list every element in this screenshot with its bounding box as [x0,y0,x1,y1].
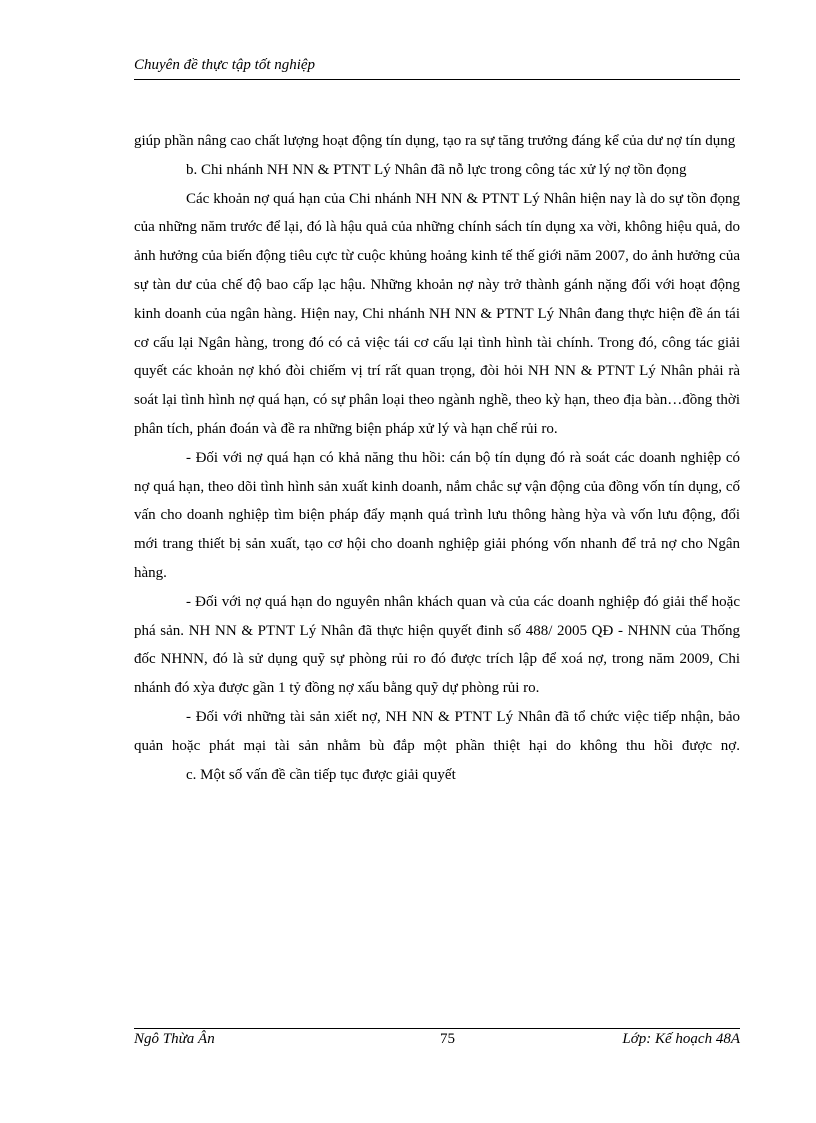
paragraph-recoverable-debts: - Đối với nợ quá hạn có khả năng thu hồi: cán bộ tín dụng đó rà soát các doanh nghiệp có nợ quá hạn, theo dõi tình hình sản xuất kinh doanh, nắm chắc sự vận động của đồng vốn tín dụng, cố vấn cho doanh nghiệp tìm biện pháp đẩy mạnh quá trình lưu thông hàng hỳa và vốn lưu động, đổi mới trang thiết bị sản xuất, tạo cơ hội cho doanh nghiệp giải phóng vốn nhanh để trả nợ cho Ngân hàng. [134,449,740,581]
paragraph-continuation: giúp phần nâng cao chất lượng hoạt động tín dụng, tạo ra sự tăng trưởng đáng kể của dư nợ tín dụng [134,133,736,149]
section-heading-b: b. Chi nhánh NH NN & PTNT Lý Nhân đã nỗ lực trong công tác xử lý nợ tồn đọng [186,161,687,178]
page-header [134,55,740,80]
paragraph-seized-assets: - Đối với những tài sản xiết nợ, NH NN & PTNT Lý Nhân đã tổ chức việc tiếp nhận, bảo quản hoặc phát mại tài sản nhằm bù đắp một phần thiệt hại do không thu hồi được nợ. [134,708,740,754]
paragraph-overdue-debts: Các khoản nợ quá hạn của Chi nhánh NH NN & PTNT Lý Nhân hiện nay là do sự tồn đọng của những năm trước để lại, đó là hậu quả của những chính sách tín dụng xa vời, không hiệu quả, do ảnh hưởng của biến động tiêu cực từ cuộc khủng hoảng kinh tế thế giới năm 2007, do ảnh hưởng của sự tàn dư của chế độ bao cấp lạc hậu. Những khoản nợ này trở thành gánh nặng đối với hoạt động kinh doanh của ngân hàng. Hiện nay, Chi nhánh NH NN & PTNT Lý Nhân đang thực hiện đề án tái cơ cấu lại Ngân hàng, trong đó có cả việc tái cơ cấu lại tình hình tài chính. Trong đó, công tác giải quyết các khoản nợ khó đòi chiếm vị trí rất quan trọng, đòi hỏi NH NN & PTNT Lý Nhân phải rà soát lại tình hình nợ quá hạn, có sự phân loại theo ngành nghề, theo kỳ hạn, theo địa bàn…đồng thời phân tích, phán đoán và đề ra những biện pháp xử lý và hạn chế rủi ro. [134,190,740,437]
footer-author: Ngô Thừa Ân [134,1031,215,1047]
section-heading-c: c. Một số vấn đề cần tiếp tục được giải quyết [186,766,456,783]
header-title: Chuyên đề thực tập tốt nghiệp [134,57,316,73]
paragraph-objective-causes: - Đối với nợ quá hạn do nguyên nhân khách quan và của các doanh nghiệp đó giải thể hoặc phá sản. NH NN & PTNT Lý Nhân đã thực hiện quyết đinh số 488/ 2005 QĐ - NHNN của Thống đốc NHNN, đó là sử dụng quỹ sự phòng rủi ro đó được trích lập để xoá nợ, trong năm 2009, Chi nhánh đó xỳa được gần 1 tỷ đồng nợ xấu bằng quỹ dự phòng rủi ro. [134,593,740,697]
footer-class: Lớp: Kế hoạch 48A [622,1031,740,1047]
page-footer [134,1028,740,1053]
page-body [134,127,740,789]
page-number: 75 [440,1031,455,1047]
